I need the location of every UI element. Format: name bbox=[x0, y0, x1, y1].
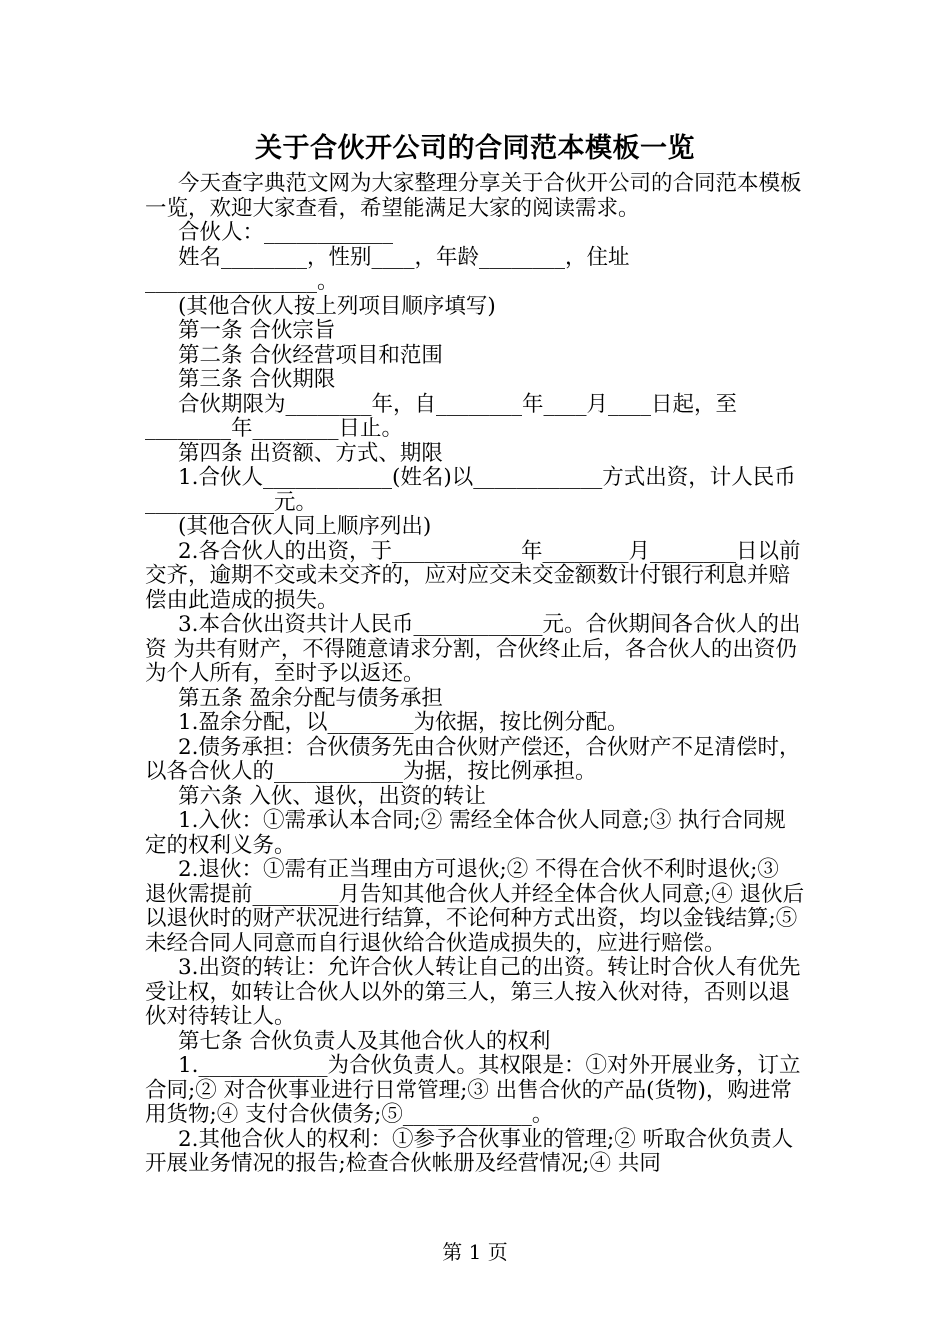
paragraph: 3.本合伙出资共计人民币____________元。合伙期间各合伙人的出资 为共有财产，不得随意请求分割，合伙终止后，各合伙人的出资仍为个人所有，至时予以返还。 bbox=[145, 612, 801, 686]
article-heading: 第四条 出资额、方式、期限 bbox=[178, 440, 443, 466]
paragraph: (其他合伙人按上列项目顺序填写) bbox=[178, 293, 496, 319]
paragraph: 1.合伙人____________(姓名)以____________方式出资，计人民币____________元。 bbox=[145, 465, 796, 515]
paragraph: 2.债务承担：合伙债务先由合伙财产偿还，合伙财产不足清偿时，以各合伙人的____________为据，按比例承担。 bbox=[145, 734, 801, 784]
paragraph: 合伙期限为________年，自________年____月____日起，至________年________日止。 bbox=[145, 391, 738, 441]
document-body bbox=[145, 172, 807, 1177]
paragraph: (其他合伙人同上顺序列出) bbox=[178, 514, 432, 539]
paragraph: 1.盈余分配，以________为依据，按比例分配。 bbox=[178, 710, 629, 735]
paragraph: 2.其他合伙人的权利：①参予合伙事业的管理;② 听取合伙负责人开展业务情况的报告;检查合伙帐册及经营情况;④ 共同 bbox=[145, 1126, 794, 1176]
paragraph: 合伙人：____________ bbox=[178, 220, 394, 245]
paragraph: 1.入伙：①需承认本合同;② 需经全体合伙人同意;③ 执行合同规定的权利义务。 bbox=[145, 808, 786, 858]
article-heading: 第二条 合伙经营项目和范围 bbox=[178, 342, 443, 368]
document-title: 关于合伙开公司的合同范本模板一览 bbox=[255, 133, 695, 164]
article-heading: 第一条 合伙宗旨 bbox=[178, 318, 336, 343]
paragraph: 1.____________为合伙负责人。其权限是：①对外开展业务，订立合同;② 对合伙事业进行日常管理;③ 出售合伙的产品(货物)，购进常用货物;④ 支付合伙债务;⑤____________。 bbox=[145, 1053, 801, 1127]
article-heading: 第三条 合伙期限 bbox=[178, 367, 336, 392]
paragraph: 姓名________，性别____，年龄________，住址________________。 bbox=[145, 244, 630, 294]
paragraph: 2.各合伙人的出资，于____________年________月________日以前交齐，逾期不交或未交齐的，应对应交未交金额数计付银行利息并赔偿由此造成的损失。 bbox=[145, 538, 801, 613]
page-number: 第 1 页 bbox=[442, 1240, 508, 1264]
article-heading: 第六条 入伙、退伙，出资的转让 bbox=[178, 783, 486, 809]
paragraph: 2.退伙：①需有正当理由方可退伙;② 不得在合伙不利时退伙;③ 退伙需提前________月告知其他合伙人并经全体合伙人同意;④ 退伙后以退伙时的财产状况进行结算，不论何种方式出资，均以金钱结算;⑤ 未经合同人同意而自行退伙给合伙造成损失的，应进行赔偿。 bbox=[145, 857, 805, 956]
paragraph: 3.出资的转让：允许合伙人转让自己的出资。转让时合伙人有优先受让权，如转让合伙人以外的第三人，第三人按入伙对待，否则以退伙对待转让人。 bbox=[145, 955, 801, 1029]
paragraph: 今天查字典范文网为大家整理分享关于合伙开公司的合同范本模板一览，欢迎大家查看，希望能满足大家的阅读需求。 bbox=[145, 171, 802, 221]
article-heading: 第七条 合伙负责人及其他合伙人的权利 bbox=[178, 1028, 551, 1054]
article-heading: 第五条 盈余分配与债务承担 bbox=[178, 685, 443, 711]
